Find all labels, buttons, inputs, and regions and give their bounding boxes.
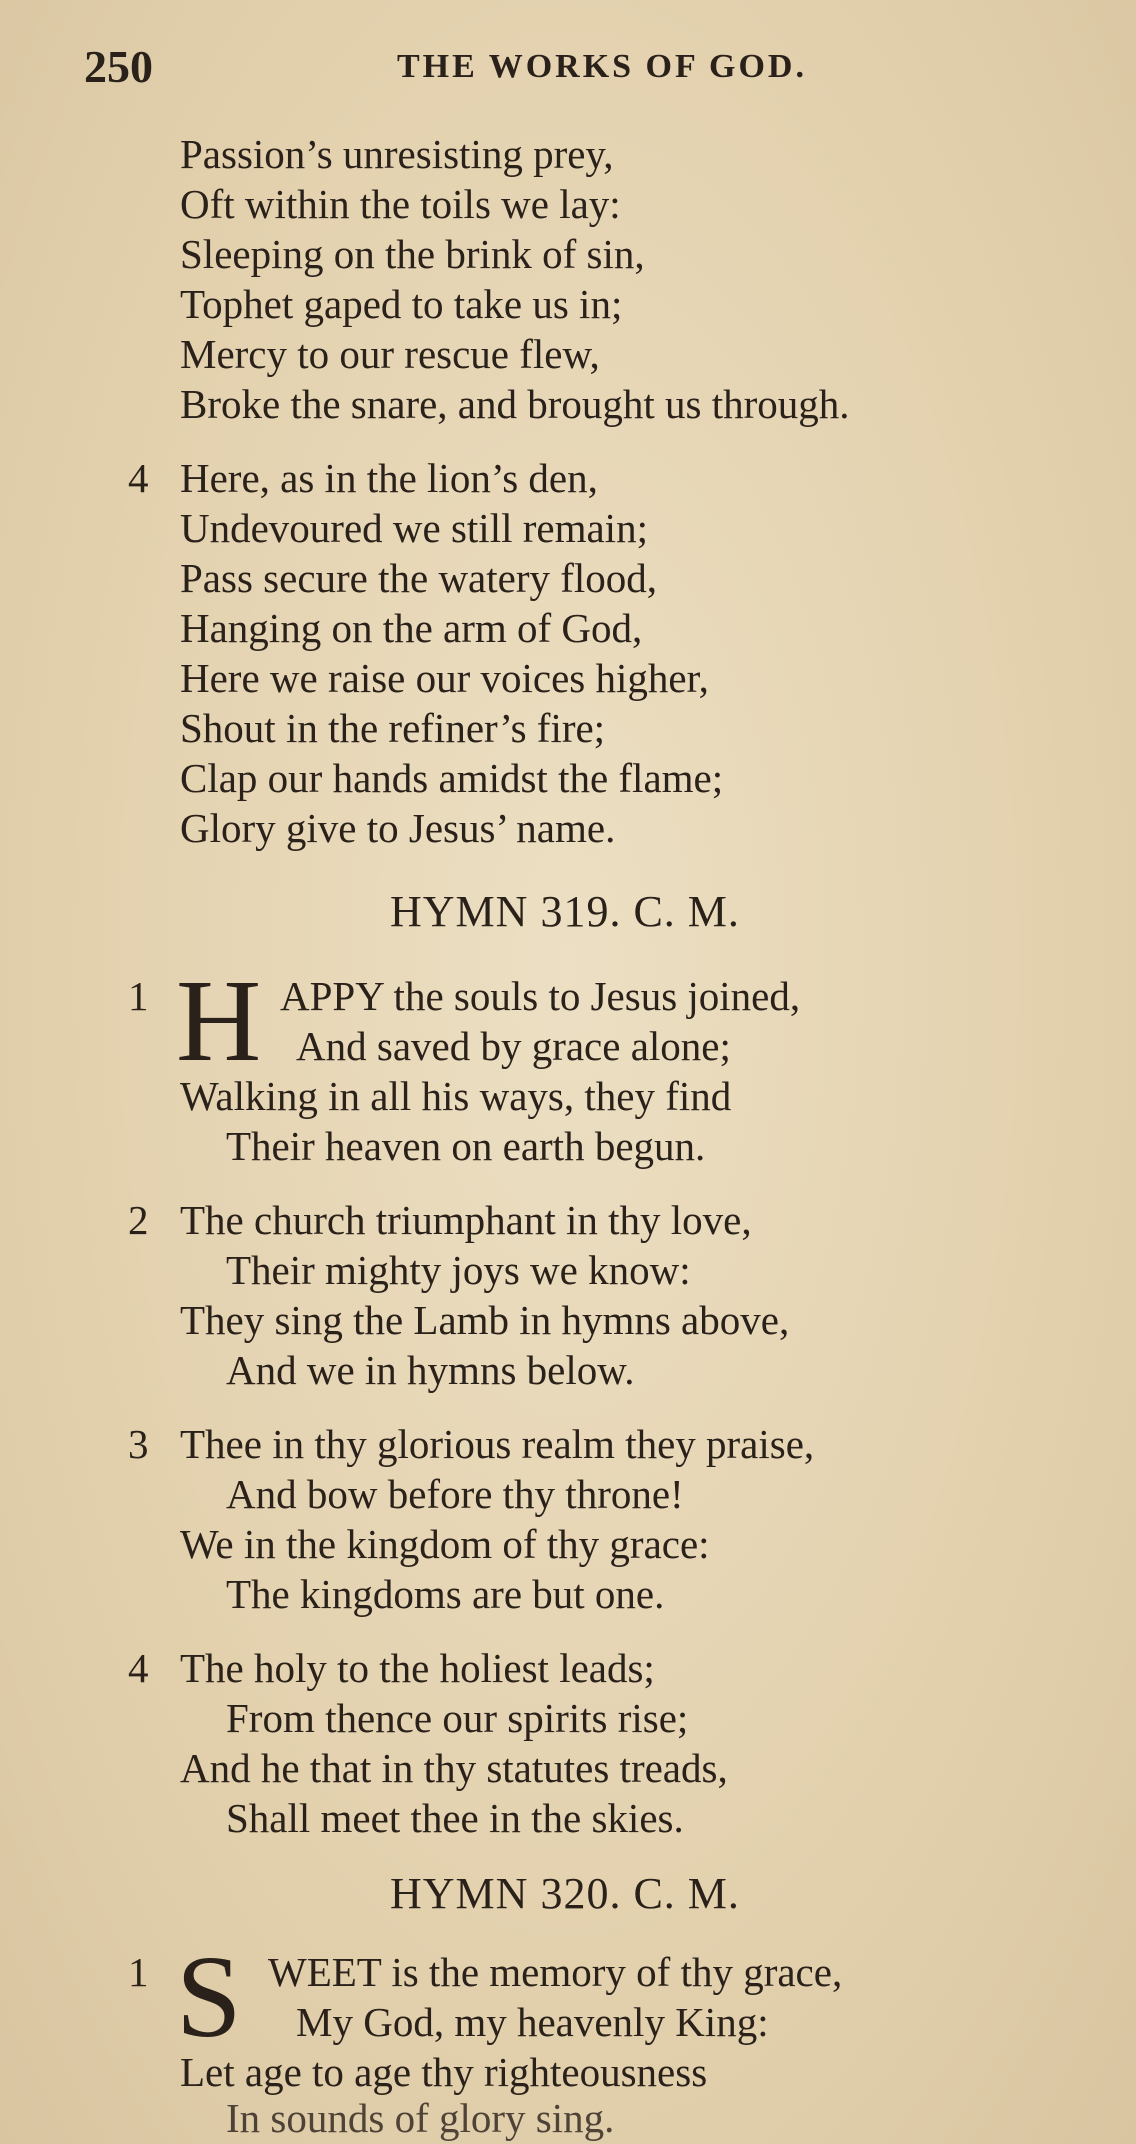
verse-line: We in the kingdom of thy grace: [180, 1521, 710, 1567]
verse-line: Sleeping on the brink of sin, [180, 231, 645, 277]
verse-line: And saved by grace alone; [296, 1023, 731, 1069]
verse-line: Glory give to Jesus’ name. [180, 805, 616, 851]
verse-line: And bow before thy throne! [226, 1471, 684, 1517]
verse-line: From thence our spirits rise; [226, 1695, 689, 1741]
verse-line: Oft within the toils we lay: [180, 181, 621, 227]
verse-line: Tophet gaped to take us in; [180, 281, 623, 327]
verse-line: Here we raise our voices higher, [180, 655, 709, 701]
verse-line: Broke the snare, and brought us through. [180, 381, 850, 427]
verse-line: Walking in all his ways, they find [180, 1073, 732, 1119]
verse-line: Thee in thy glorious realm they praise, [180, 1421, 815, 1467]
hymn-title: HYMN 319. C. M. [390, 887, 740, 936]
stanza-number: 1 [128, 1949, 149, 1995]
verse-line: APPY the souls to Jesus joined, [280, 973, 801, 1019]
verse-line: And we in hymns below. [226, 1347, 635, 1393]
verse-line: Shout in the refiner’s fire; [180, 705, 606, 751]
verse-line: Mercy to our rescue flew, [180, 331, 600, 377]
page-number: 250 [84, 41, 153, 92]
verse-line: Their mighty joys we know: [226, 1247, 691, 1293]
verse-line: Let age to age thy righteousness [180, 2049, 708, 2095]
verse-line: In sounds of glory sing. [226, 2095, 615, 2141]
stanza-number: 4 [128, 455, 149, 501]
page-header [0, 40, 1136, 100]
verse-line: The church triumphant in thy love, [180, 1197, 752, 1243]
stanza-number: 2 [128, 1197, 149, 1243]
verse-line: Here, as in the lion’s den, [180, 455, 598, 501]
verse-line: The holy to the holiest leads; [180, 1645, 655, 1691]
verse-line: And he that in thy statutes treads, [180, 1745, 728, 1791]
verse-line: WEET is the memory of thy grace, [268, 1949, 843, 1995]
drop-cap: S [176, 1931, 242, 2062]
verse-line: Clap our hands amidst the flame; [180, 755, 724, 801]
verse-line: Their heaven on earth begun. [226, 1123, 706, 1169]
stanza-number: 1 [128, 973, 149, 1019]
stanza-number: 3 [128, 1421, 149, 1467]
stanza-number: 4 [128, 1645, 149, 1691]
verse-line: My God, my heavenly King: [296, 1999, 769, 2045]
hymn-title: HYMN 320. C. M. [390, 1869, 740, 1918]
verse-line: Pass secure the watery flood, [180, 555, 658, 601]
verse-line: Passion’s unresisting prey, [180, 131, 614, 177]
verse-line: Shall meet thee in the skies. [226, 1795, 684, 1841]
verse-line: The kingdoms are but one. [226, 1571, 665, 1617]
verse-line: Undevoured we still remain; [180, 505, 648, 551]
verse-line: Hanging on the arm of God, [180, 605, 643, 651]
drop-cap: H [176, 955, 262, 1086]
verse-line: They sing the Lamb in hymns above, [180, 1297, 790, 1343]
running-title: THE WORKS OF GOD. [397, 48, 807, 85]
